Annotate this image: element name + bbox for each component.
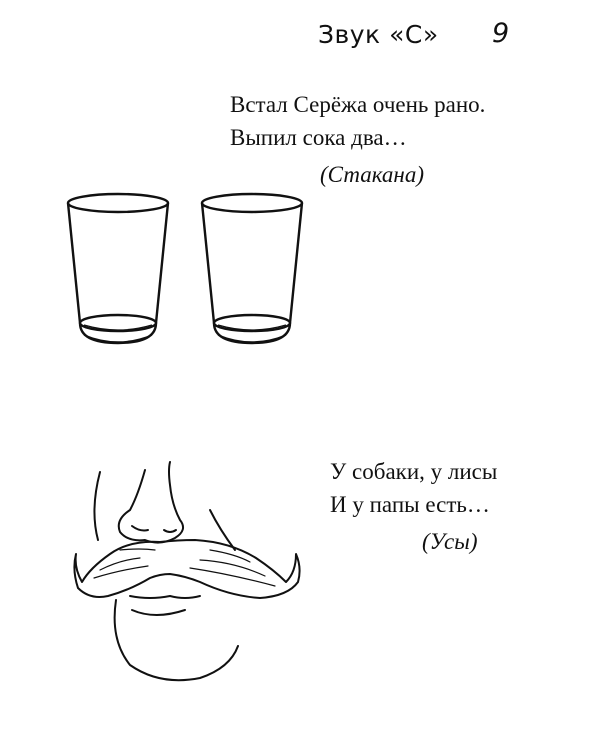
lips	[130, 596, 200, 598]
riddle-answer: (Усы)	[422, 529, 478, 554]
riddle-answer: (Стакана)	[320, 162, 424, 187]
mustache	[74, 540, 299, 598]
riddle-glasses	[230, 88, 485, 191]
riddle-line: Выпил сока два…	[230, 125, 407, 150]
riddle-mustache	[330, 455, 497, 558]
riddle-line: Встал Серёжа очень рано.	[230, 92, 486, 117]
riddle-line: У собаки, у лисы	[330, 459, 498, 484]
mustache-face-illustration	[60, 450, 310, 690]
glass-right	[202, 194, 302, 343]
glass-left	[68, 194, 168, 343]
two-glasses-illustration	[60, 185, 320, 355]
riddle-line: И у папы есть…	[330, 492, 490, 517]
page-number: 9	[492, 18, 510, 49]
chapter-title: Звук «С»	[318, 20, 439, 49]
